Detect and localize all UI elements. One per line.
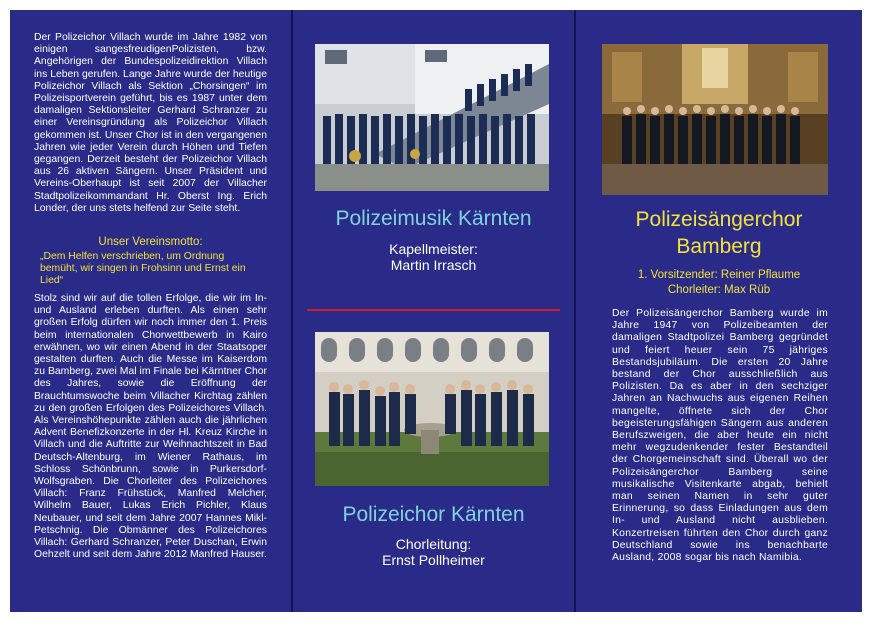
band-leader: Martin Irrasch — [390, 257, 477, 273]
bamberg-chair: 1. Vorsitzender: Reiner Pflaume — [637, 269, 801, 281]
choir-photo — [315, 332, 549, 486]
right-panel — [576, 10, 862, 612]
bamberg-conductor: Chorleiter: Max Rüb — [667, 284, 771, 296]
middle-panel — [293, 10, 574, 612]
history-paragraph: Stolz sind wir auf die tollen Erfolge, die wir im In- und Ausland erleben durften. Als einen sehr großen Erfolg dürfen wir noch immer den 1. Preis beim internationalen Chorwettbewerb in Kairo erwähnen, wo wir einen Abend in der Staatsoper gestalten durften. Auch die Messe im Kaiserdom zu Bamberg, zwei Mal im Finale bei Kärntner Chor des Jahres, sowie die Eröffnung der Brauchtumswoche beim Villacher Kirchtag zählen zu den großen Erfolgen des Polizeichores Villach. Als Vereinshöhepunkte zählen auch die jährlichen Advent Benefizkonzerte in der Hl. Kreuz Kirche in Villach und die Auftritte zur Weihnachtszeit in Bad Deutsch-Altenburg, im Wiener Rathaus, im Schloss Schönbrunn, sowie in Purkersdorf-Wolfsgraben. Die Chorleiter des Polizeichores Villach: Franz Frühstück, Manfred Melcher, Wilhelm Bauer, Lukas Erich Pichler, Klaus Neubauer, und seit dem Jahre 2007 Hannes Mikl-Petschnig. Die Obmänner des Polizeichores Villach: Gerhard Schranzer, Peter Duschan, Erwin Oehzelt und seit dem Jahre 2012 Manfred Hauser. — [34, 293, 267, 561]
bamberg-title-line1: Polizeisängerchor — [635, 208, 803, 231]
section-divider — [307, 309, 560, 311]
bamberg-choir-photo — [602, 44, 828, 195]
left-panel — [10, 10, 291, 612]
bamberg-title-line2: Bamberg — [676, 235, 762, 258]
bamberg-history-paragraph: Der Polizeisängerchor Bamberg wurde im Jahre 1947 von Polizeibeamten der damaligen Stadtpolizei Bamberg gegründet und feiert heuer sein 75 jähriges Bestandsjubiläum. Die ersten 20 Jahre bestand der Chor ausschließlich aus Polizisten. Da es aber in den sechziger Jahren an Nachwuchs aus eigenen Reihen mangelte, öffnete sich der Chor begeisterungsfähigen Sängern aus anderen Berufszweigen, die aber heute ein nicht mehr wegzudenkender fester Bestandteil der Chorgemeinschaft sind. Überall wo der Polizeisängerchor Bamberg seine musikalische Visitenkarte abgab, behielt man seinen Namen in sehr guter Erinnerung, so dass Einladungen aus dem In- und Ausland nicht ausblieben. Konzertreisen führten den Chor durch ganz Deutschland sowie ins benachbarte Ausland, 2008 sogar bis nach Namibia. — [612, 308, 828, 564]
band-photo — [315, 44, 549, 191]
band-role: Kapellmeister: — [389, 241, 478, 257]
choir-leader: Ernst Pollheimer — [382, 552, 485, 568]
motto-text: „Dem Helfen verschrieben, um Ordnung bemüht, wir singen in Frohsinn und Ernst ein Lied“ — [40, 251, 246, 287]
motto-heading: Unser Vereinsmotto: — [98, 236, 203, 248]
choir-role: Chorleitung: — [395, 536, 472, 552]
intro-paragraph: Der Polizeichor Villach wurde im Jahre 1982 von einigen sangesfreudigenPolizisten, bzw. Angehörigen der Bundespolizeidirektion Villach ins Leben gerufen. Lange Jahre wurde der heutige Polizeichor Villach als Sektion „Chorsingen“ im Polizeisportverein geführt, bis es 1987 unter dem damaligen Sektionsleiter Gerhard Schranzer zu einer Vereinsgründung als Polizeichor Villach gekommen ist. Unser Chor ist in den vergangenen Jahren wie jeder Verein durch Höhen und Tiefen gegangen. Derzeit besteht der Polizeichor Villach aus 26 aktiven Sängern. Unser Präsident und Vereins-Oberhaupt ist seit 2007 der Villacher Stadtpolizeikommandant Hr. Oberst Ing. Erich Londer, der uns stets helfend zur Seite steht. — [34, 32, 267, 214]
brochure-sheet — [10, 10, 862, 612]
choir-title: Polizeichor Kärnten — [342, 503, 525, 526]
band-title: Polizeimusik Kärnten — [335, 207, 532, 230]
